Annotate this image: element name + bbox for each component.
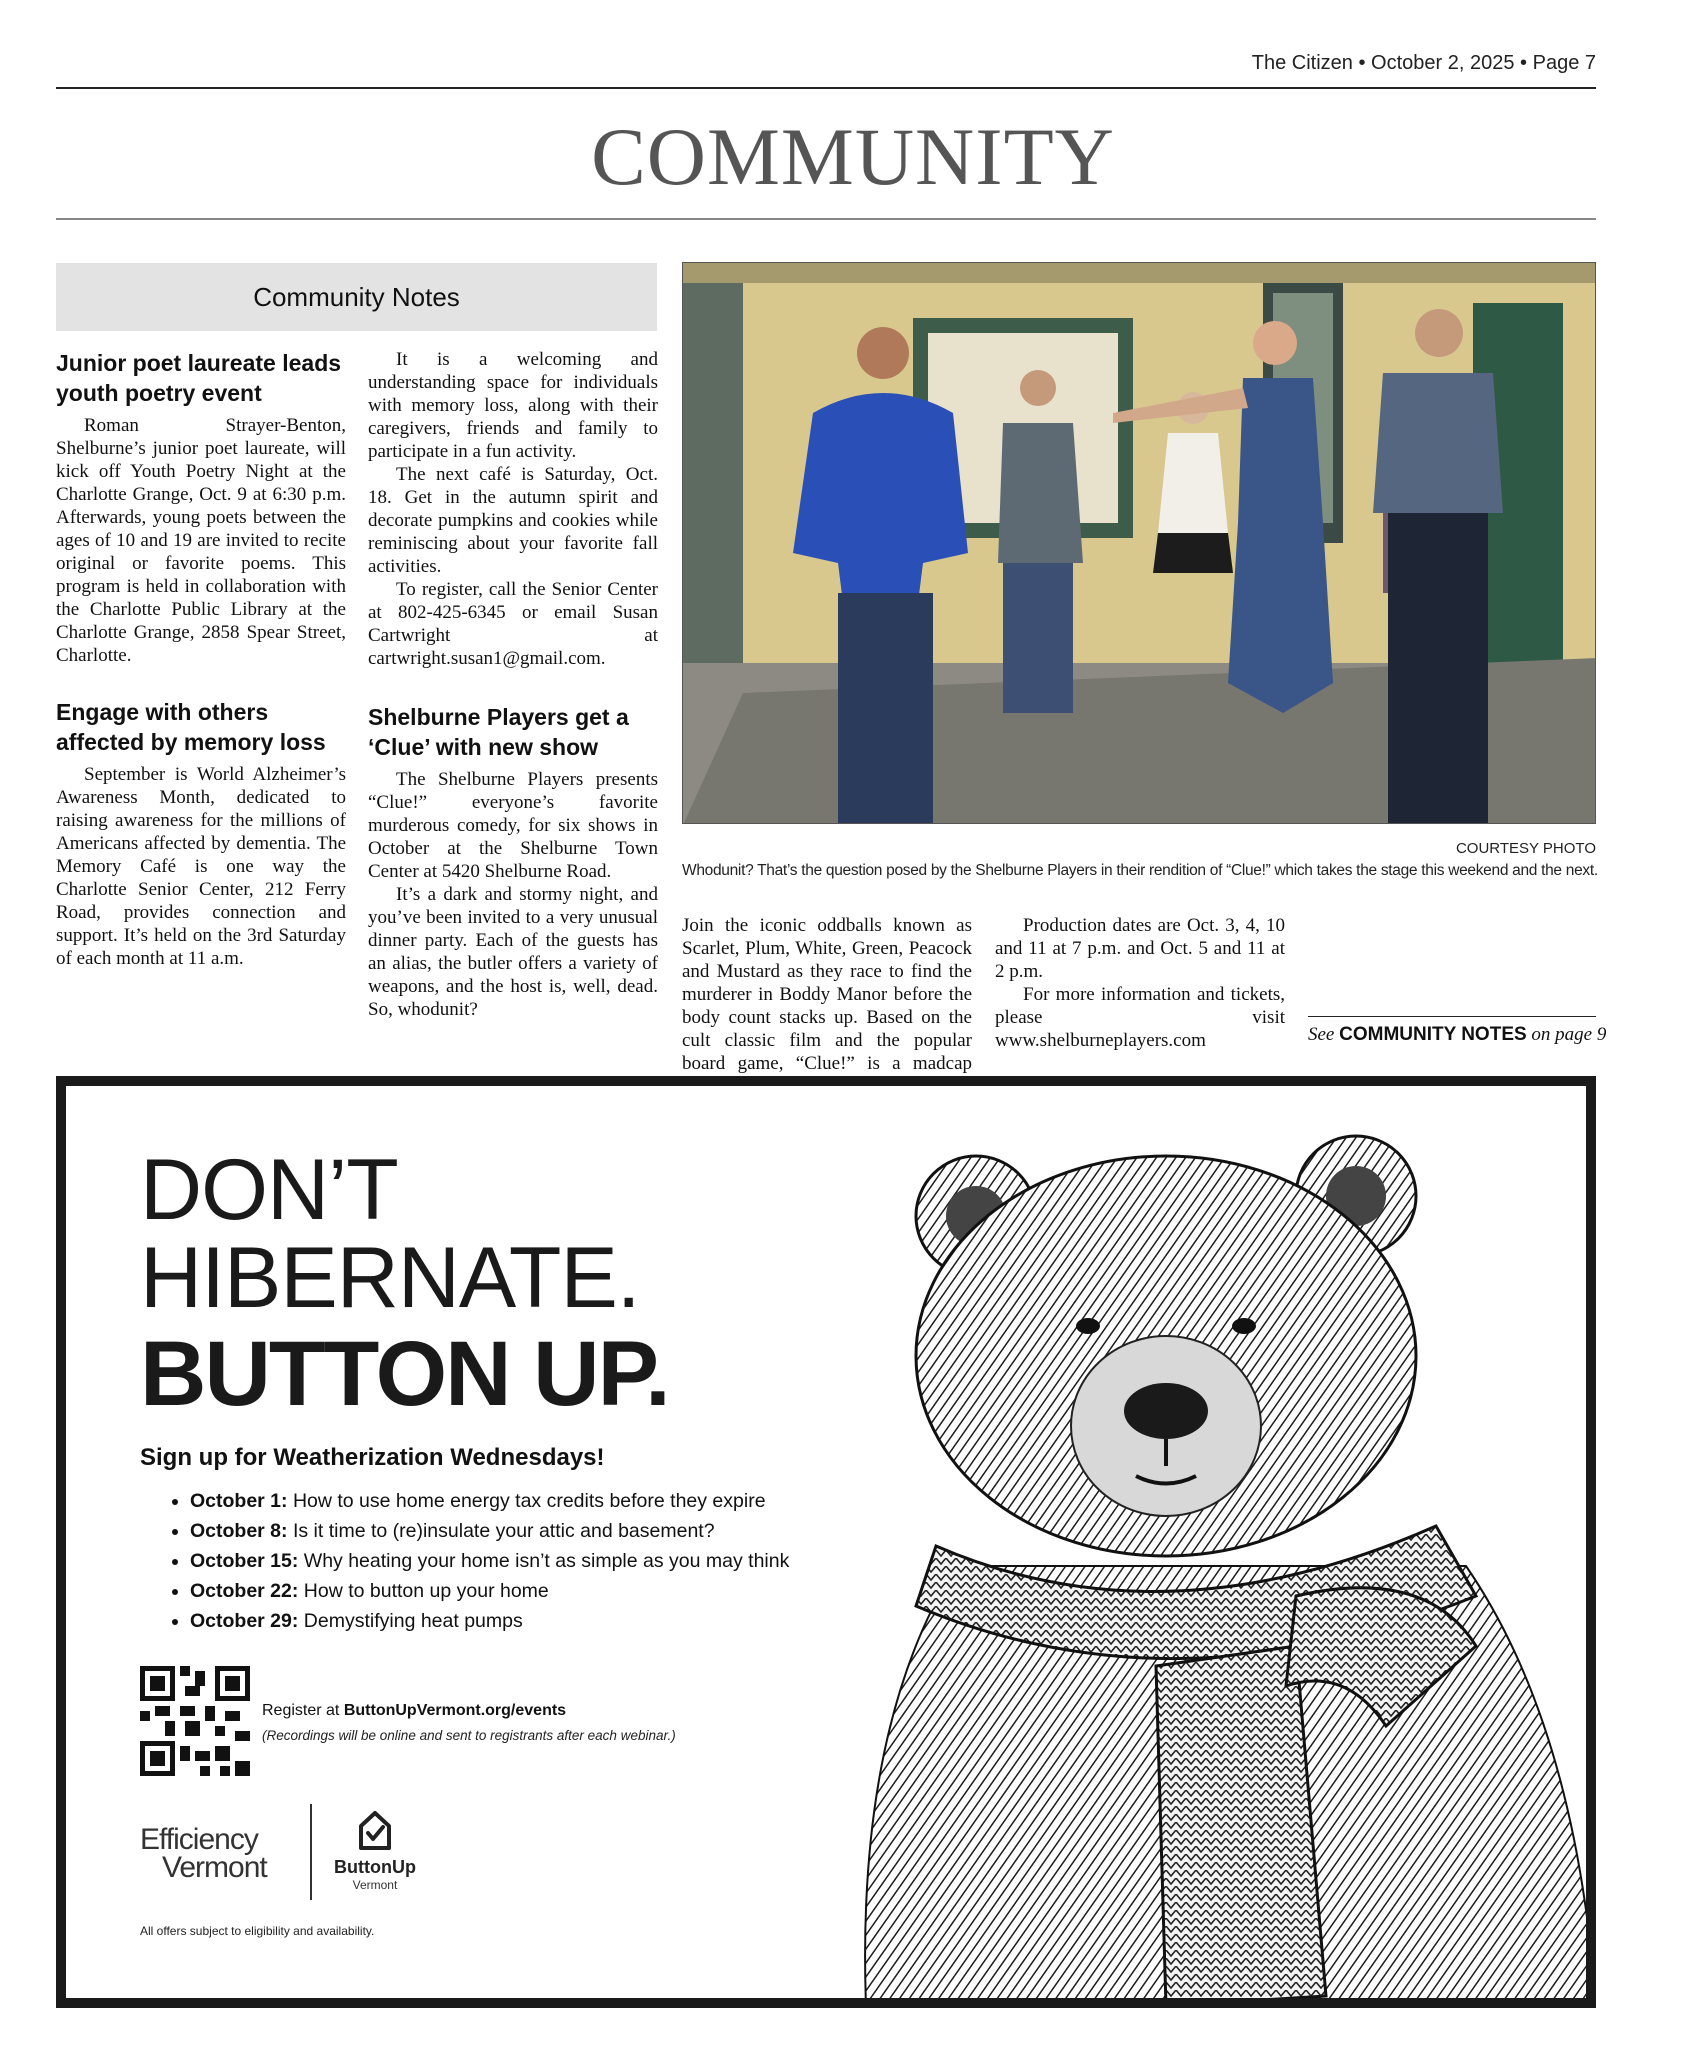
session-date: October 8:: [190, 1520, 288, 1542]
poetry-headline: Junior poet laureate leads youth poetry event: [56, 350, 342, 406]
memory-paragraph-3: The next café is Saturday, Oct. 18. Get in the autumn spirit and decorate pumpkins and cookies while reminiscing about your favorite fall activities.: [368, 464, 658, 577]
session-date: October 29:: [190, 1610, 299, 1632]
buttonup-logo: [334, 1808, 416, 1892]
recordings-note: (Recordings will be online and sent to registrants after each webinar.): [262, 1728, 676, 1743]
session-date: October 22:: [190, 1580, 299, 1602]
session-topic: Why heating your home isn’t as simple as you may think: [303, 1550, 790, 1572]
clue-paragraph-1: The Shelburne Players presents “Clue!” everyone’s favorite murderous comedy, for six shows in October at the Shelburne Town Center at 5420 Shelburne Road.: [368, 769, 658, 882]
jump-see: See: [1308, 1024, 1335, 1045]
session-topic: Demystifying heat pumps: [303, 1610, 523, 1632]
buttonup-logo-sub: Vermont: [352, 1878, 398, 1892]
issue-date: October 2, 2025: [1371, 52, 1515, 74]
memory-paragraph-1: September is World Alzheimer’s Awareness Month, dedicated to raising awareness for the millions of Americans affected by dementia. The Memory Café is one way the Charlotte Senior Center, 212 Ferry Road, provides connection and support. It’s held on the 3rd Saturday of each month at 11 a.m.: [56, 764, 346, 969]
session-item: [190, 1546, 789, 1576]
register-line: [262, 1702, 566, 1720]
folio-separator: •: [1358, 52, 1372, 74]
session-date: October 1:: [190, 1490, 288, 1512]
folio-separator: •: [1520, 52, 1533, 74]
memory-paragraph-4: To register, call the Senior Center at 802-425-6345 or email Susan Cartwright at cartwright.susan1@gmail.com.: [368, 579, 658, 669]
article-column-1: [56, 348, 346, 970]
jump-rule: [1308, 1016, 1596, 1017]
ad-headline-line-3: BUTTON UP.: [140, 1323, 669, 1425]
page-number: Page 7: [1532, 52, 1596, 74]
efficiency-logo-word-1: Efficiency: [140, 1823, 258, 1856]
clue-headline: Shelburne Players get a ‘Clue’ with new show: [368, 704, 629, 760]
logo-divider: [310, 1804, 312, 1900]
clue-paragraph-3: Join the iconic oddballs known as Scarlet, Plum, White, Green, Peacock and Mustard as they race to find the murderer in Boddy Manor before the body count stacks up. Based on the cult classic film and the popular board game, “Clue!” is a madcap: [682, 915, 972, 1074]
register-url[interactable]: ButtonUpVermont.org/events: [343, 1702, 567, 1719]
house-check-icon: [355, 1808, 395, 1852]
session-topic: How to button up your home: [303, 1580, 549, 1602]
ad-headline-top: [140, 1142, 640, 1326]
jump-page: on page 9: [1531, 1024, 1607, 1045]
memory-paragraph-2: It is a welcoming and understanding space for individuals with memory loss, along with their caregivers, friends and family to participate in a fun activity.: [368, 349, 658, 462]
ad-signup-heading: Sign up for Weatherization Wednesdays!: [140, 1444, 605, 1471]
article-column-4: [995, 914, 1285, 1052]
photo-caption: Whodunit? That’s the question posed by the Shelburne Players in their rendition of “Clue!” which takes the stage this weekend and the next.: [682, 862, 1598, 879]
buttonup-logo-word: ButtonUp: [334, 1857, 416, 1877]
session-item: [190, 1606, 789, 1636]
clue-paragraph-5: For more information and tickets, please visit www.shelburneplayers.com: [995, 984, 1285, 1051]
session-topic: How to use home energy tax credits before they expire: [292, 1490, 766, 1512]
ad-headline-line-1: DON’T: [140, 1142, 398, 1238]
page-folio: [1252, 52, 1596, 75]
efficiency-logo-word-2: Vermont: [162, 1851, 267, 1884]
clue-paragraph-2: It’s a dark and stormy night, and you’ve been invited to a very unusual dinner party. Each of the guests has an alias, the butler offers a variety of weapons, and the host is, well, dead. So, whodunit?: [368, 884, 658, 1020]
photo-credit: COURTESY PHOTO: [1455, 840, 1596, 857]
weatherization-ad: [56, 1076, 1596, 2008]
bear-scarf-illustration: [826, 1126, 1596, 2006]
clue-photo: [682, 262, 1596, 824]
session-item: [190, 1576, 789, 1606]
community-notes-header: Community Notes: [56, 263, 657, 331]
session-list: [140, 1486, 789, 1636]
top-rule: [56, 87, 1596, 89]
clue-paragraph-4: Production dates are Oct. 3, 4, 10 and 11 at 7 p.m. and Oct. 5 and 11 at 2 p.m.: [995, 915, 1285, 982]
qr-code-icon[interactable]: [140, 1666, 250, 1776]
fine-print: All offers subject to eligibility and availability.: [140, 1924, 375, 1938]
publication-name: The Citizen: [1251, 52, 1353, 74]
jump-ref: COMMUNITY NOTES: [1339, 1024, 1527, 1045]
photo-illustration: [683, 263, 1596, 824]
poetry-body: Roman Strayer-Benton, Shelburne’s junior poet laureate, will kick off Youth Poetry Night at the Charlotte Grange, Oct. 9 at 6:30 p.m. Afterwards, young poets between the ages of 10 and 19 are invited to recite original or favorite poems. This program is held in collaboration with the Charlotte Public Library at the Charlotte Grange, 2858 Spear Street, Charlotte.: [56, 415, 346, 666]
efficiency-vermont-logo: [140, 1823, 267, 1884]
section-rule: [56, 218, 1596, 220]
memory-headline: Engage with others affected by memory loss: [56, 699, 326, 755]
section-title: COMMUNITY: [591, 111, 1115, 202]
session-date: October 15:: [190, 1550, 299, 1572]
register-prefix: Register at: [262, 1702, 340, 1719]
article-column-2: [368, 348, 658, 1021]
session-topic: Is it time to (re)insulate your attic and basement?: [292, 1520, 715, 1542]
jump-line[interactable]: [1308, 1024, 1606, 1046]
session-item: [190, 1516, 789, 1546]
ad-headline-line-2: HIBERNATE.: [140, 1230, 640, 1326]
session-item: [190, 1486, 789, 1516]
